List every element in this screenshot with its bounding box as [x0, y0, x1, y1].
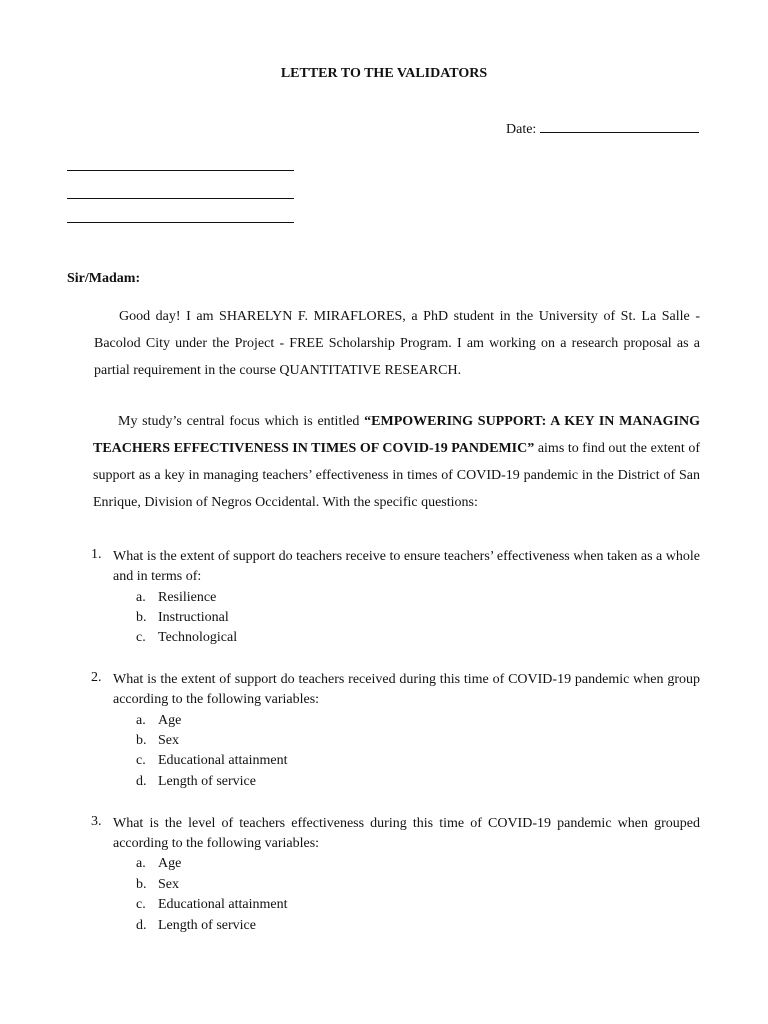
item-text: Instructional [158, 610, 229, 625]
question-text: What is the level of teachers effectiveness during this time of COVID-19 pandemic when grouped according to the following variables: [113, 816, 700, 851]
question-text: What is the extent of support do teachers receive to ensure teachers’ effectiveness when taken as a whole and in terms of: [113, 549, 700, 584]
question-text: What is the extent of support do teachers received during this time of COVID-19 pandemic when group according to the following variables: [113, 672, 700, 707]
question-item [136, 895, 287, 915]
item-text: Length of service [158, 774, 256, 789]
letter-title: LETTER TO THE VALIDATORS [280, 66, 488, 81]
item-text: Sex [158, 877, 179, 892]
salutation: Sir/Madam: [67, 271, 141, 286]
item-text: Educational attainment [158, 897, 288, 912]
paragraph-introduction-text: Good day! I am SHARELYN F. MIRAFLORES, a PhD student in the University of St. La Salle - Bacolod City under the Project - FREE Scholarship Program. I am working on a research proposal as a partial requirement in the course QUANTITATIVE RESEARCH. [94, 309, 700, 378]
study-title: “EMPOWERING SUPPORT: A KEY IN MANAGING TEACHERS EFFECTIVENESS IN TIMES OF COVID-19 PANDEMIC” [93, 414, 700, 456]
question-item [136, 608, 229, 628]
item-text: Resilience [158, 590, 217, 605]
date-blank-line [540, 119, 699, 133]
question-number: 3. [91, 814, 102, 829]
item-letter: c. [136, 753, 146, 768]
address-blank-line [67, 222, 294, 223]
item-text: Educational attainment [158, 753, 288, 768]
item-letter: a. [136, 590, 146, 605]
item-letter: d. [136, 918, 147, 933]
question-item [136, 628, 237, 648]
question-item [136, 916, 256, 936]
item-letter: d. [136, 774, 147, 789]
item-text: Length of service [158, 918, 256, 933]
question-item [136, 588, 216, 608]
item-letter: b. [136, 877, 147, 892]
question-item [136, 772, 256, 792]
question-item [136, 731, 179, 751]
question-item [136, 854, 181, 874]
study-focus-intro: My study’s central focus which is entitled [118, 414, 360, 429]
question-item [136, 711, 181, 731]
question-number: 1. [91, 547, 102, 562]
item-letter: b. [136, 610, 147, 625]
question-item [136, 875, 179, 895]
question-number: 2. [91, 670, 102, 685]
item-text: Sex [158, 733, 179, 748]
date-label: Date: [506, 122, 537, 137]
address-blank-line [67, 198, 294, 199]
item-letter: a. [136, 856, 146, 871]
item-text: Age [158, 713, 182, 728]
item-text: Age [158, 856, 182, 871]
date-row [506, 119, 699, 138]
paragraph-introduction [94, 303, 700, 384]
paragraph-study-focus [93, 408, 700, 516]
question-item [136, 751, 287, 771]
item-letter: c. [136, 897, 146, 912]
address-blank-line [67, 170, 294, 171]
item-text: Technological [158, 630, 238, 645]
item-letter: c. [136, 630, 146, 645]
item-letter: b. [136, 733, 147, 748]
study-focus-rest: aims to find out the extent of support as a key in managing teachers’ effectiveness in times of COVID-19 pandemic in the District of San Enrique, Division of Negros Occidental. With the specific questions: [93, 441, 701, 510]
item-letter: a. [136, 713, 146, 728]
